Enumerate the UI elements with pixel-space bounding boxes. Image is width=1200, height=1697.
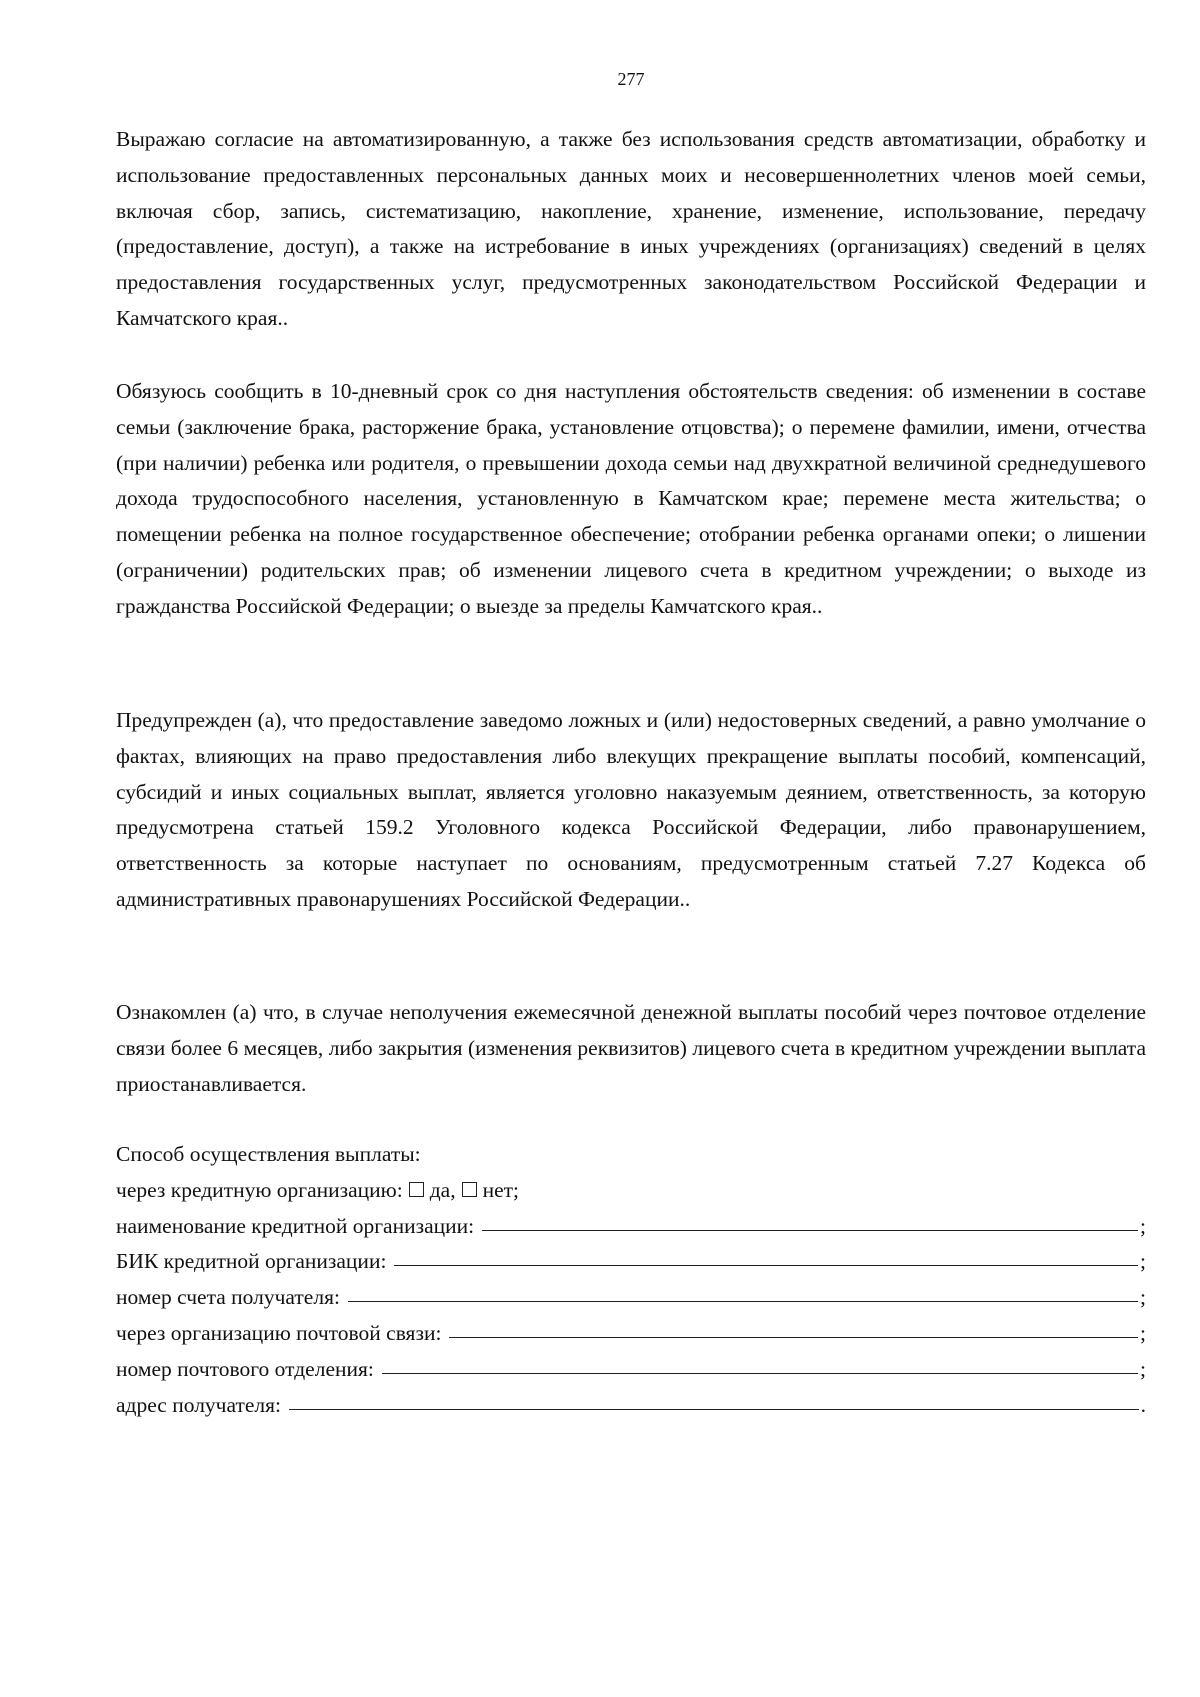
yes-checkbox[interactable] [409, 1182, 424, 1197]
field-end-mark: ; [1140, 1249, 1146, 1274]
field-end-mark: ; [1140, 1213, 1146, 1238]
field-label: наименование кредитной организации: [116, 1213, 475, 1238]
no-checkbox[interactable] [462, 1182, 477, 1197]
yes-label: да, [429, 1177, 456, 1202]
consent-paragraph: Выражаю согласие на автоматизированную, а также без использования средств автоматизации, обработку и использование предоставленных персональных данных моих и несовершеннолетних членов моей семьи, включая сбор, запись, систематизацию, накопление, хранение, изменение, использование, передачу (предоставление, доступ), а также на истребование в иных учреждениях (организациях) сведений в целях предоставления государственных услуг, предусмотренных законодательством Российской Федерации и Камчатского края.. [116, 127, 1146, 330]
postal-org-field[interactable] [449, 1315, 1138, 1338]
credit-org-choice-line [116, 1173, 1146, 1209]
post-office-number-line [116, 1352, 1146, 1388]
recipient-address-field[interactable] [289, 1387, 1139, 1410]
field-label: номер счета получателя: [116, 1285, 340, 1310]
account-number-field[interactable] [348, 1279, 1138, 1302]
account-number-line [116, 1280, 1146, 1316]
document-page [116, 0, 1146, 1697]
field-end-mark: ; [1140, 1320, 1146, 1345]
postal-org-line [116, 1316, 1146, 1352]
field-end-mark: ; [1140, 1356, 1146, 1381]
page-number: 277 [617, 69, 645, 89]
field-end-mark: ; [1140, 1285, 1146, 1310]
recipient-address-line [116, 1388, 1146, 1424]
credit-org-name-field[interactable] [482, 1208, 1138, 1231]
credit-org-choice-label: через кредитную организацию: [116, 1177, 403, 1202]
field-end-mark: . [1140, 1392, 1146, 1417]
credit-org-name-line [116, 1209, 1146, 1245]
bik-field[interactable] [394, 1243, 1138, 1266]
field-label: номер почтового отделения: [116, 1356, 374, 1381]
obligation-paragraph: Обязуюсь сообщить в 10-дневный срок со дня наступления обстоятельств сведения: об изменении в составе семьи (заключение брака, расторжение брака, установление отцовства); о перемене фамилии, имени, отчества (при наличии) ребенка или родителя, о превышении дохода семьи над двухкратной величиной среднедушевого дохода трудоспособного населения, установленную в Камчатском крае; перемене места жительства; о помещении ребенка на полное государственное обеспечение; отобрании ребенка органами опеки; о лишении (ограничении) родительских прав; об изменении лицевого счета в кредитном учреждении; о выходе из гражданства Российской Федерации; о выезде за пределы Камчатского края.. [116, 379, 1146, 618]
bik-line [116, 1244, 1146, 1280]
no-label: нет; [482, 1177, 520, 1202]
field-label: БИК кредитной организации: [116, 1249, 387, 1274]
payment-heading: Способ осуществления выплаты: [116, 1142, 421, 1166]
acknowledgement-paragraph: Ознакомлен (а) что, в случае неполучения ежемесячной денежной выплаты пособий через почтовое отделение связи более 6 месяцев, либо закрытия (изменения реквизитов) лицевого счета в кредитном учреждении выплата приостанавливается. [116, 1000, 1146, 1096]
post-office-number-field[interactable] [382, 1351, 1138, 1374]
warning-paragraph: Предупрежден (а), что предоставление заведомо ложных и (или) недостоверных сведений, а равно умолчание о фактах, влияющих на право предоставления либо влекущих прекращение выплаты пособий, компенсаций, субсидий и иных социальных выплат, является уголовно наказуемым деянием, ответственность, за которую предусмотрена статьей 159.2 Уголовного кодекса Российской Федерации, либо правонарушением, ответственность за которые наступает по основаниям, предусмотренным статьей 7.27 Кодекса об административных правонарушениях Российской Федерации.. [116, 708, 1146, 911]
payment-method-section [116, 1137, 1146, 1423]
field-label: адрес получателя: [116, 1392, 282, 1417]
field-label: через организацию почтовой связи: [116, 1320, 442, 1345]
